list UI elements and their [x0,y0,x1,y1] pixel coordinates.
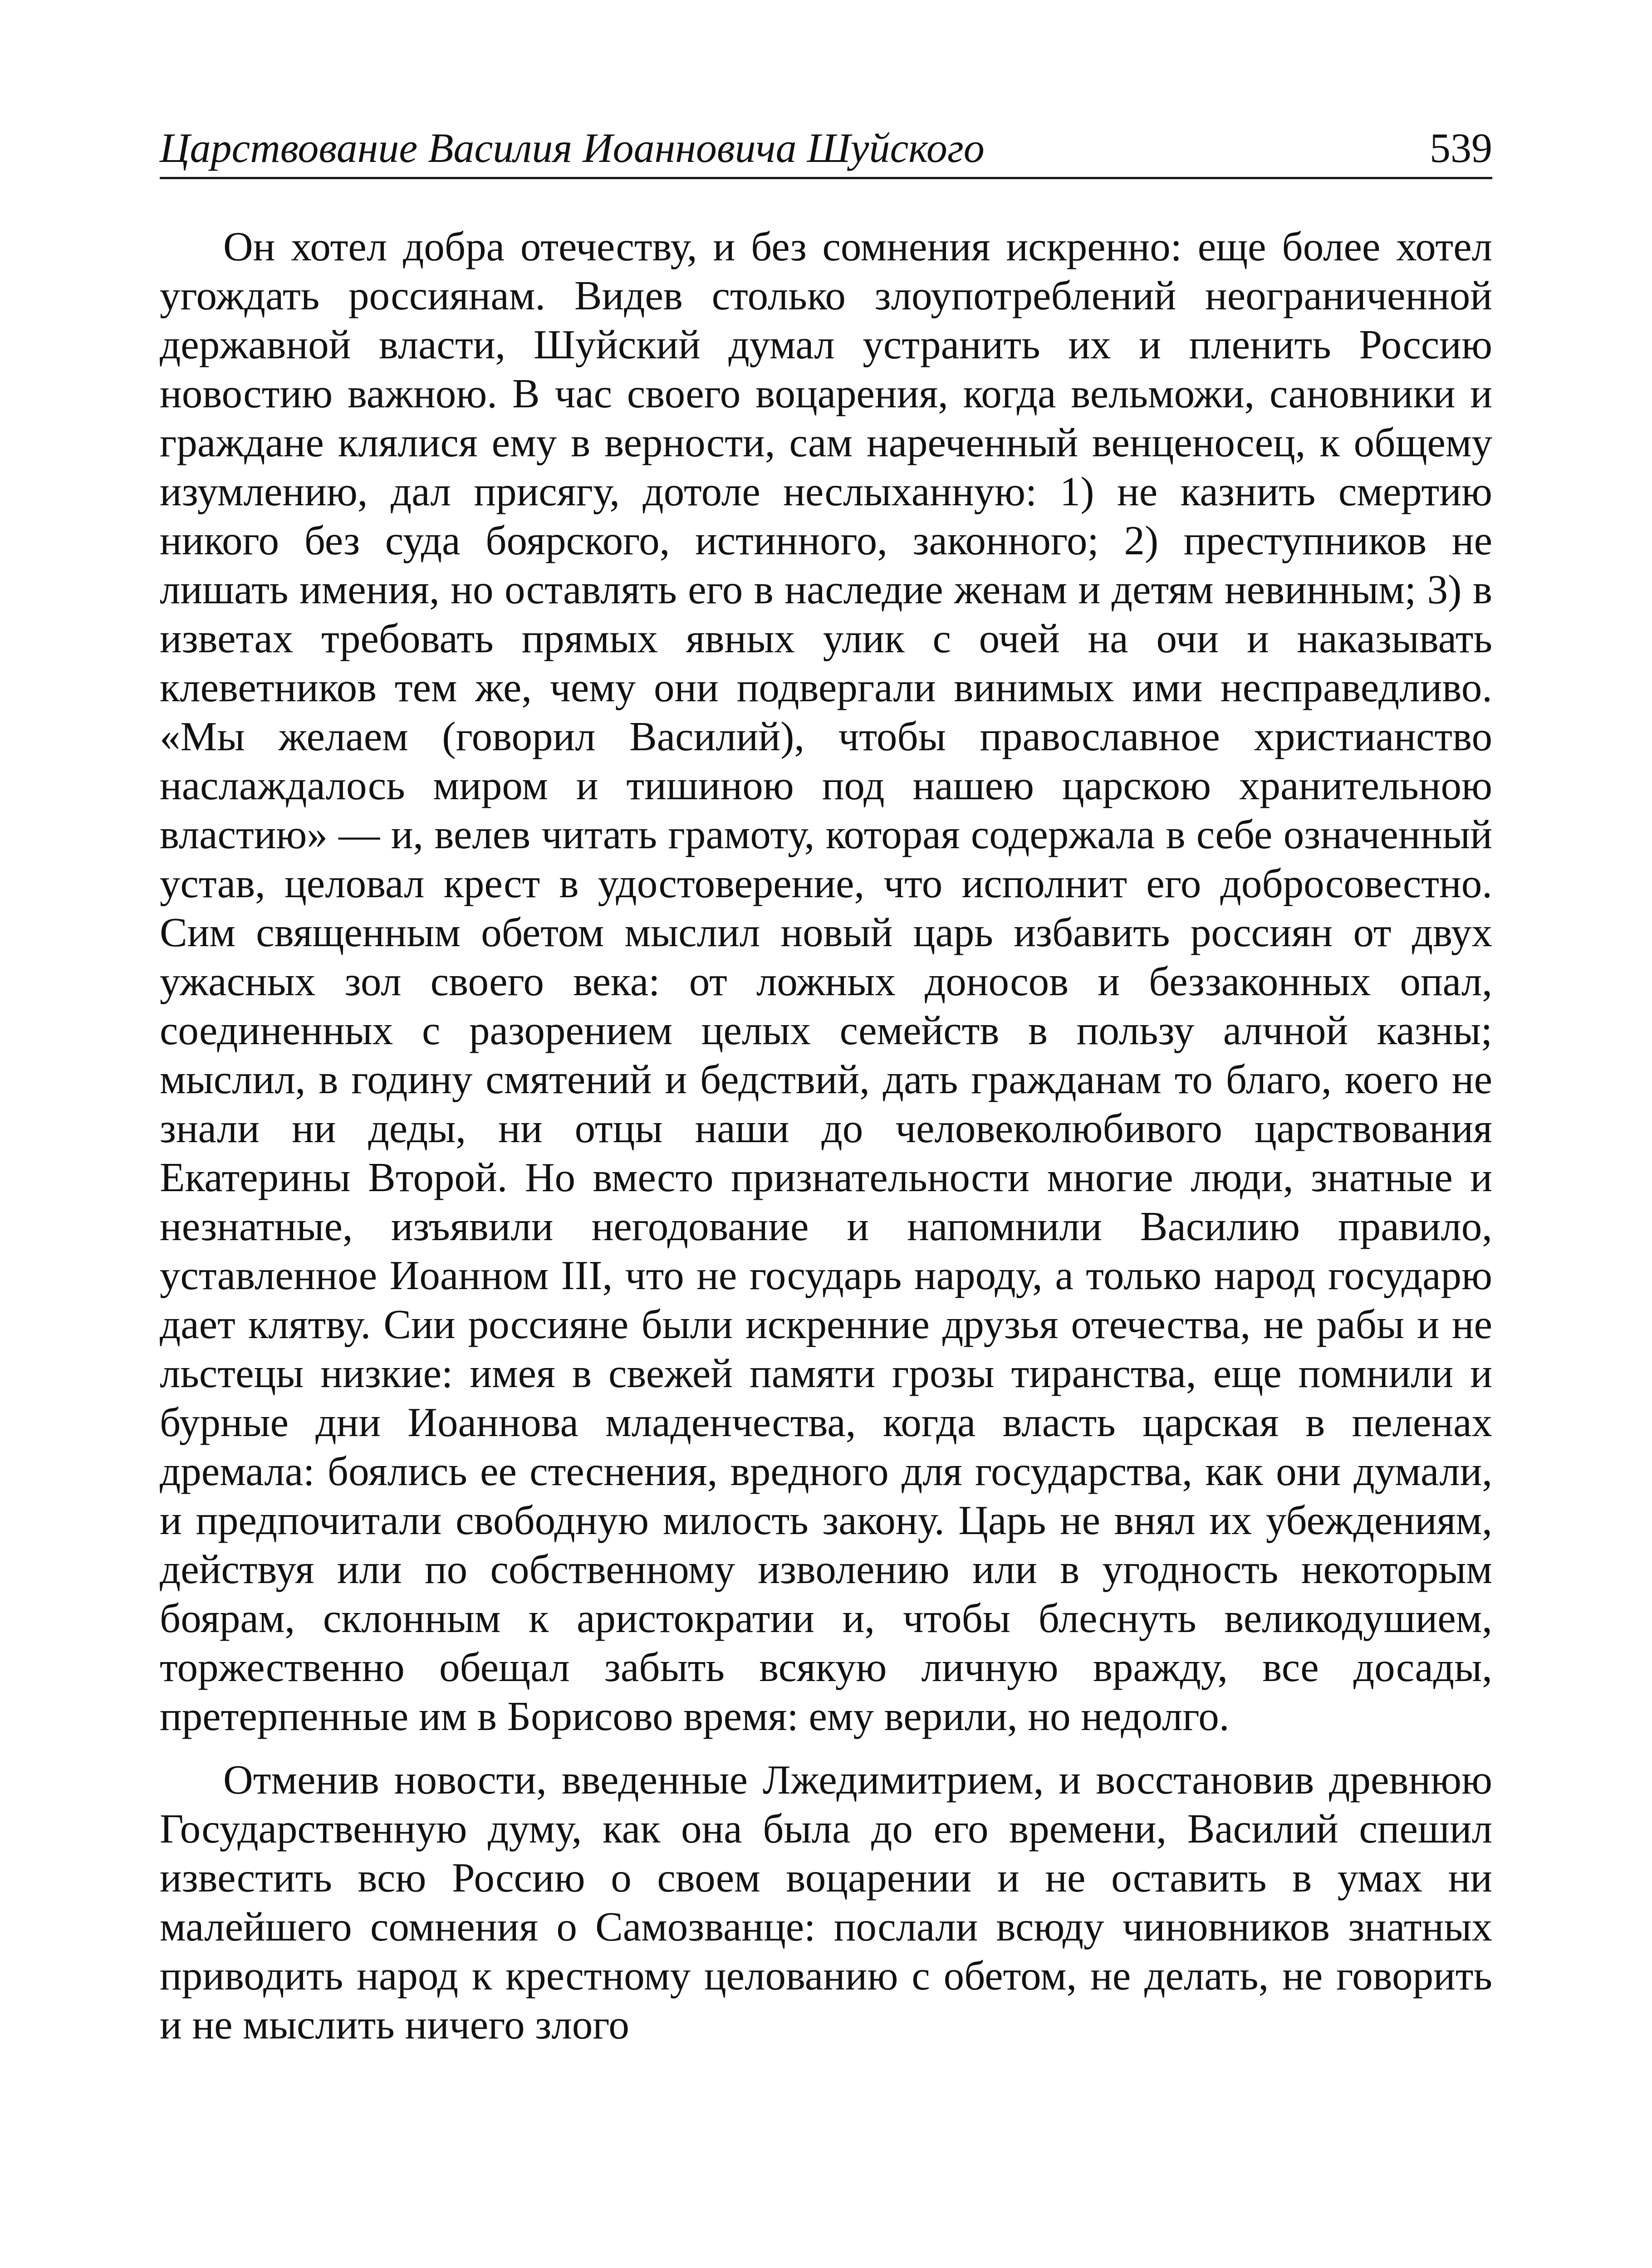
paragraph-1: Он хотел добра отечеству, и без сомнения искренно: еще более хотел угождать россиянам. Видев столько злоупотреблений неограниченной державной власти, Шуйский думал устранить их и пленить Россию новостию важною. В час своего воцарения, когда вельможи, сановники и граждане клялися ему в верности, сам нареченный венценосец, к общему изумлению, дал присягу, дотоле неслыханную: 1) не казнить смертию никого без суда боярского, истинного, законного; 2) преступников не лишать имения, но оставлять его в наследие женам и детям невинным; 3) в изветах требовать прямых явных улик с очей на очи и наказывать клеветников тем же, чему они подвергали винимых ими несправедливо. «Мы желаем (говорил Василий), чтобы православное христианство наслаждалось миром и тишиною под нашею царскою хранительною властию» — и, велев читать грамоту, которая содержала в себе означенный устав, целовал крест в удостоверение, что исполнит его добросовестно. Сим священным обетом мыслил новый царь избавить россиян от двух ужасных зол своего века: от ложных доносов и беззаконных опал, соединенных с разорением целых семейств в пользу алчной казны; мыслил, в годину смятений и бедствий, дать гражданам то благо, коего не знали ни деды, ни отцы наши до человеколюбивого царствования Екатерины Второй. Но вместо признательности многие люди, знатные и незнатные, изъявили негодование и напомнили Василию правило, уставленное Иоанном III, что не государь народу, а только народ государю дает клятву. Сии россияне были искренние друзья отечества, не рабы и не льстецы низкие: имея в свежей памяти грозы тиранства, еще помнили и бурные дни Иоаннова младенчества, когда власть царская в пеленах дремала: боялись ее стеснения, вредного для государства, как они думали, и предпочитали свободную милость закону. Царь не внял их убеждениям, действуя или по собственному изволению или в угодность некоторым боярам, склонным к аристократии и, чтобы блеснуть великодушием, торжественно обещал забыть всякую личную вражду, все досады, претерпенные им в Борисово время: ему верили, но недолго. [160,224,1492,1739]
page-number: 539 [1430,125,1492,171]
running-header [160,109,1492,179]
main-text [160,222,1492,2064]
running-title: Царствование Василия Иоанновича Шуйского [160,125,985,171]
paragraph-2: Отменив новости, введенные Лжедимитрием, и восстановив древнюю Государственную думу, как она была до его времени, Василий спешил известить всю Россию о своем воцарении и не оставить в умах ни малейшего сомнения о Самозванце: послали всюду чиновников знатных приводить народ к крестному целованию с обетом, не делать, не говорить и не мыслить ничего злого [160,1757,1492,2048]
